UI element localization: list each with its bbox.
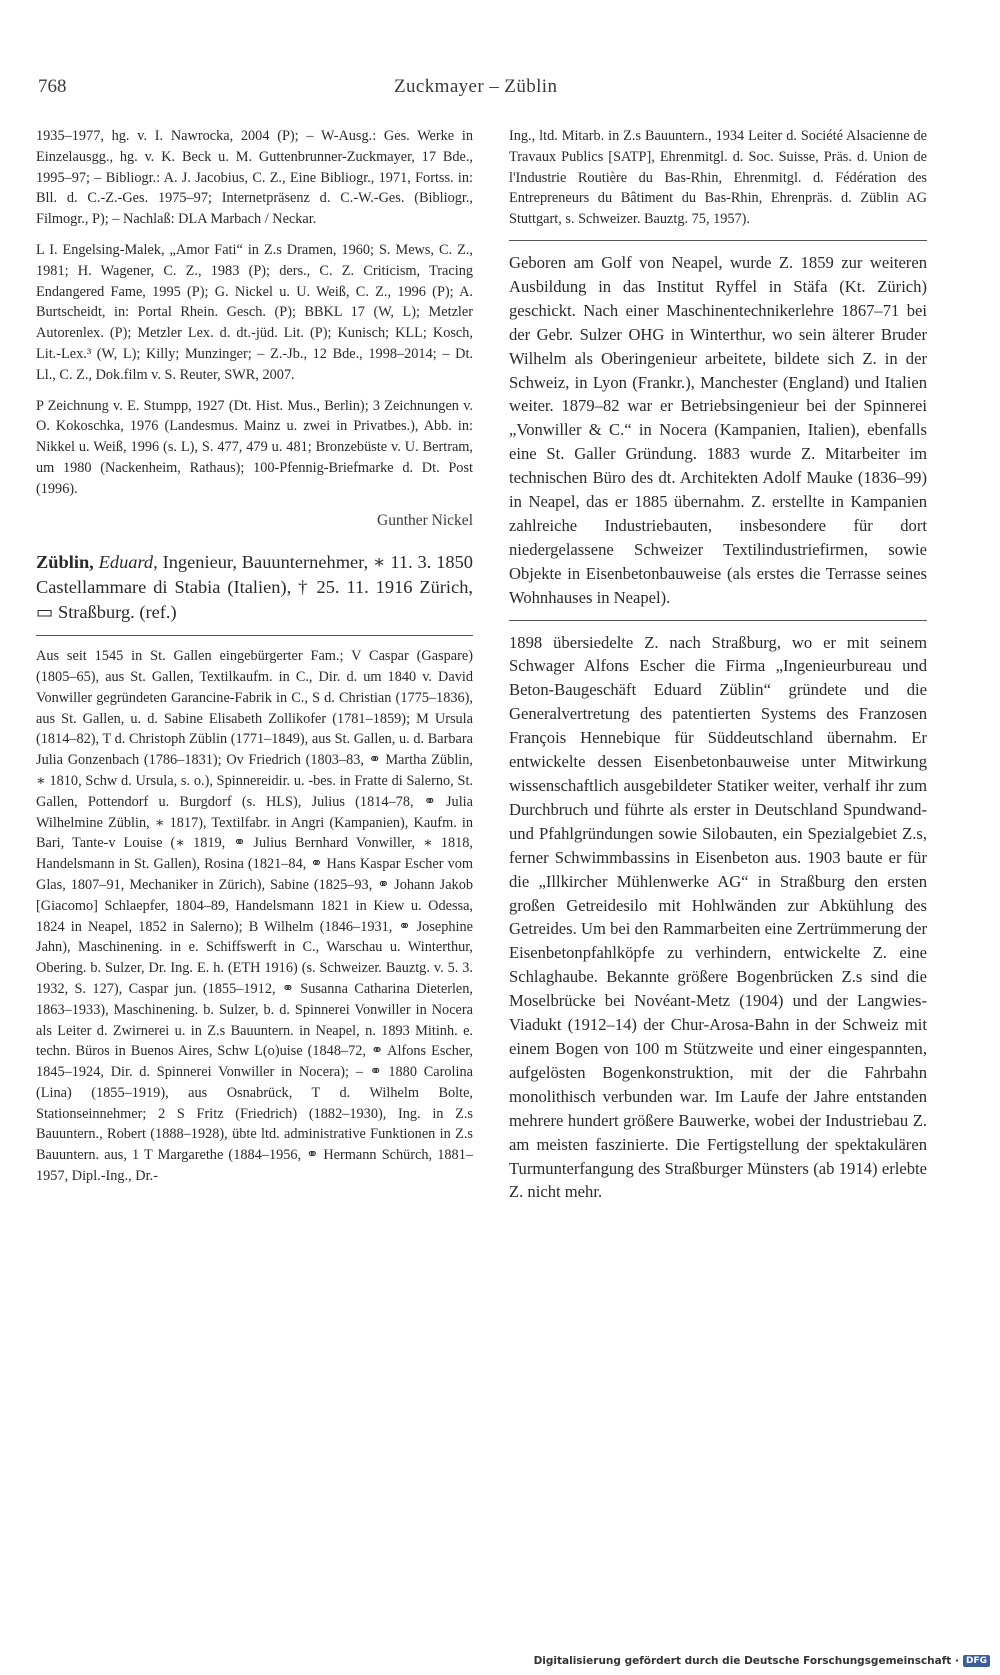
- page-number: 768: [38, 76, 67, 97]
- author-signature: Gunther Nickel: [377, 511, 473, 529]
- entry-description: Ingenieur, Bauunternehmer, ∗ 11. 3. 1850 Castellammare di Stabia (Italien), † 25. 11. 1916 Zürich, ▭ Straßburg. (ref.): [36, 551, 473, 622]
- digitization-footer: [534, 1655, 990, 1667]
- right-column: [509, 126, 927, 1204]
- running-head: Zuckmayer – Züblin: [394, 76, 558, 97]
- entry-surname: Züblin,: [36, 551, 94, 572]
- biography-paragraph-1: Geboren am Golf von Neapel, wurde Z. 1859 zur weiteren Ausbildung in das Institut Ryffel in Stäfa (Kt. Zürich) geschickt. Nach einer Maschinentechnikerlehre 1867–71 bei der Gebr. Sulzer OHG in Winterthur, wo sein älterer Bruder Wilhelm als Oberingenieur arbeitete, bildete sich Z. in der Schweiz, in Lyon (Frankr.), Manchester (England) und Italien weiter. 1879–82 war er Betriebsingenieur bei der Spinnerei „Vonwiller & C.“ in Nocera (Kampanien, Italien), ebenfalls eine St. Galler Gründung. 1883 wurde Z. Mitarbeiter im technischen Büro des dt. Architekten Adolf Mauke (1836–99) in Neapel, das er 1885 übernahm. Z. erstellte in Kampanien zahlreiche Industriebauten, insbesondere für dort niedergelassene Schweizer Textilindustriefirmen, sowie Objekte in Eisenbetonbauweise (als erstes die Terrasse seines Wohnhauses in Neapel).: [509, 252, 927, 607]
- biography-paragraph-2: 1898 übersiedelte Z. nach Straßburg, wo er mit seinem Schwager Alfons Escher die Firma „Ingenieurbureau und Beton-Baugeschäft Eduard Züblin“ gründete und die Generalvertretung des patentierten Systems des Franzosen François Hennebique für Süddeutschland übernahm. Er entwickelte dessen Eisenbetonbauweise unter Mitwirkung wissenschaftlich ausgebildeter Statiker weiter, verhalf ihr zum Durchbruch und führte als erster in Deutschland Spundwand- und Pfahlgründungen sowie Silobauten, ein Spezialgebiet Z.s, ferner Schwimmbassins in Eisenbeton aus. 1903 baute er für die „Illkircher Mühlenwerke AG“ in Straßburg den ersten großen Getreidesilo mit Hohlwänden zur Abkühlung des Getreides. Um bei den Rammarbeiten eine Zertrümmerung der Eisenbetonpfahlköpfe zu verhindern, entwickelte Z. eine Schlaghaube. Bekannte größere Bogenbrücken Z.s sind die Moselbrücke bei Novéant-Metz (1904) und der Langwies-Viadukt (1912–14) der Chur-Arosa-Bahn in der Schweiz mit einem Bogen von 100 m Stützweite und einer eingespannten, aufgelösten Bogenkonstruktion, mit der die Fahrbahn monolithisch verbunden war. Im Laufe der Jahre entstanden mehrere hundert größere Bauwerke, wobei der Industriebau Z. am meisten faszinierte. Die Fertigstellung der spektakulären Turmunterfangung des Straßburger Münsters (ab 1914) erlebte Z. nicht mehr.: [509, 632, 927, 1202]
- portraits-paragraph: P Zeichnung v. E. Stumpp, 1927 (Dt. Hist. Mus., Berlin); 3 Zeichnungen v. O. Kokoschka, 1976 (Landesmus. Mainz u. zwei in Privatbes.), Abb. in: Nikkel u. Weiß, 1996 (s. L), S. 477, 479 u. 481; Bronzebüste v. U. Bertram, um 1980 (Nackenheim, Rathaus); 100-Pfennig-Briefmarke d. Dt. Post (1996).: [36, 397, 473, 497]
- works-paragraph: 1935–1977, hg. v. I. Nawrocka, 2004 (P); – W-Ausg.: Ges. Werke in Einzelausgg., hg. v. K. Beck u. M. Guttenbrunner-Zuckmayer, 17 Bde., 1995–97; – Bibliogr.: A. J. Jacobius, C. Z., Eine Bibliogr., 1971, Fortss. in: Bll. d. C.-Z.-Ges. 1975–97; Internetpräsenz d. C.-W.-Ges. (Bibliogr., Filmogr., P); – Nachlaß: DLA Marbach / Neckar.: [36, 128, 473, 228]
- left-column: [36, 126, 473, 1187]
- entry-given-name: Eduard,: [98, 551, 158, 572]
- genealogy-paragraph: Aus seit 1545 in St. Gallen eingebürgerter Fam.; V Caspar (Gaspare) (1805–65), aus St. Gallen, Textilkaufm. in C., Dir. d. um 1840 v. David Vonwiller gegründeten Garancine-Fabrik in C., S d. Christian (1775–1836), aus St. Gallen, u. d. Sabine Elisabeth Zollikofer (1781–1859); M Ursula (1814–82), T d. Christoph Züblin (1771–1849), aus St. Gallen, u. d. Barbara Julia Gonzenbach (1786–1831); Ov Friedrich (1803–83, ⚭ Martha Züblin, ∗ 1810, Schw d. Ursula, s. o.), Spinnereidir. u. -bes. in Fratte di Salerno, St. Gallen, Pottendorf u. Burgdorf (s. HLS), Julius (1814–78, ⚭ Julia Wilhelmine Züblin, ∗ 1817), Textilfabr. in Angri (Kampanien), Kaufm. in Bari, Tante-v Louise (∗ 1819, ⚭ Julius Bernhard Vonwiller, ∗ 1818, Handelsmann in St. Gallen), Rosina (1821–84, ⚭ Hans Kaspar Escher vom Glas, 1807–91, Mechaniker in Zürich), Sabine (1825–93, ⚭ Johann Jakob [Giacomo] Schlaepfer, 1804–89, Handelsmann 1821 in Kiew u. Odessa, 1824 in Neapel, 1852 in Salerno); B Wilhelm (1846–1931, ⚭ Josephine Jahn), Maschinening. in e. Schiffswerft in C., Warschau u. Winterthur, Obering. b. Sulzer, Dr. Ing. E. h. (ETH 1916) (s. Schweizer. Bauztg. v. 5. 3. 1932, S. 127), Caspar jun. (1855–1912, ⚭ Susanna Catharina Dieterlen, 1863–1933), Maschinening. b. Sulzer, b. d. Spinnerei Vonwiller in Nocera als Leiter d. Zwirnerei u. in Z.s Bauuntern. in Neapel, n. 1893 Mitinh. e. techn. Büros in Buenos Aires, Schw L(o)uise (1848–72, ⚭ Alfons Escher, 1845–1924, Dir. d. Spinnerei Vonwiller in Nocera); – ⚭ 1880 Carolina (Lina) (1855–1919), aus Osnabrück, T d. Wilhelm Bolte, Stationseinnehmer; 2 S Fritz (Friedrich) (1882–1930), Ing. in Z.s Bauuntern., Robert (1888–1928), übte ltd. administrative Funktionen in Z.s Bauuntern. aus, 1 T Margarethe (1884–1956, ⚭ Hermann Schürch, 1881–1957, Dipl.-Ing., Dr.-: [36, 648, 473, 1185]
- footer-text: Digitalisierung gefördert durch die Deutsche Forschungsgemeinschaft ·: [533, 1655, 959, 1667]
- dfg-logo-icon: DFG: [963, 1655, 990, 1667]
- section-divider: [509, 620, 927, 621]
- entry-heading: [36, 550, 473, 637]
- genealogy-continuation: Ing., ltd. Mitarb. in Z.s Bauuntern., 1934 Leiter d. Société Alsacienne de Travaux Publics [SATP], Ehrenmitgl. d. Soc. Suisse, Präs. d. Union de l'Industrie Routière du Bas-Rhin, Ehrenmitgl. d. Fédération des Entrepreneurs du Bâtiment du Bas-Rhin, Ehrenpräs. d. Züblin AG Stuttgart, s. Schweizer. Bauztg. 75, 1957).: [509, 128, 927, 228]
- literature-paragraph: L I. Engelsing-Malek, „Amor Fati“ in Z.s Dramen, 1960; S. Mews, C. Z., 1981; H. Wagener, C. Z., 1983 (P); ders., C. Z. Criticism, Tracing Endangered Fame, 1995 (P); G. Nickel u. U. Weiß, C. Z., 1996 (P); A. Burtscheidt, in: Portal Rhein. Gesch. (P); BBKL 17 (W, L); Metzler Autorenlex. (P); Metzler Lex. d. dt.-jüd. Lit. (P); Kunisch; KLL; Kosch, Lit.-Lex.³ (W, L); Killy; Munzinger; – Z.-Jb., 12 Bde., 1998–2014; – Dt. Ll., C. Z., Dok.film v. S. Reuter, SWR, 2007.: [36, 241, 473, 383]
- section-divider: [509, 240, 927, 241]
